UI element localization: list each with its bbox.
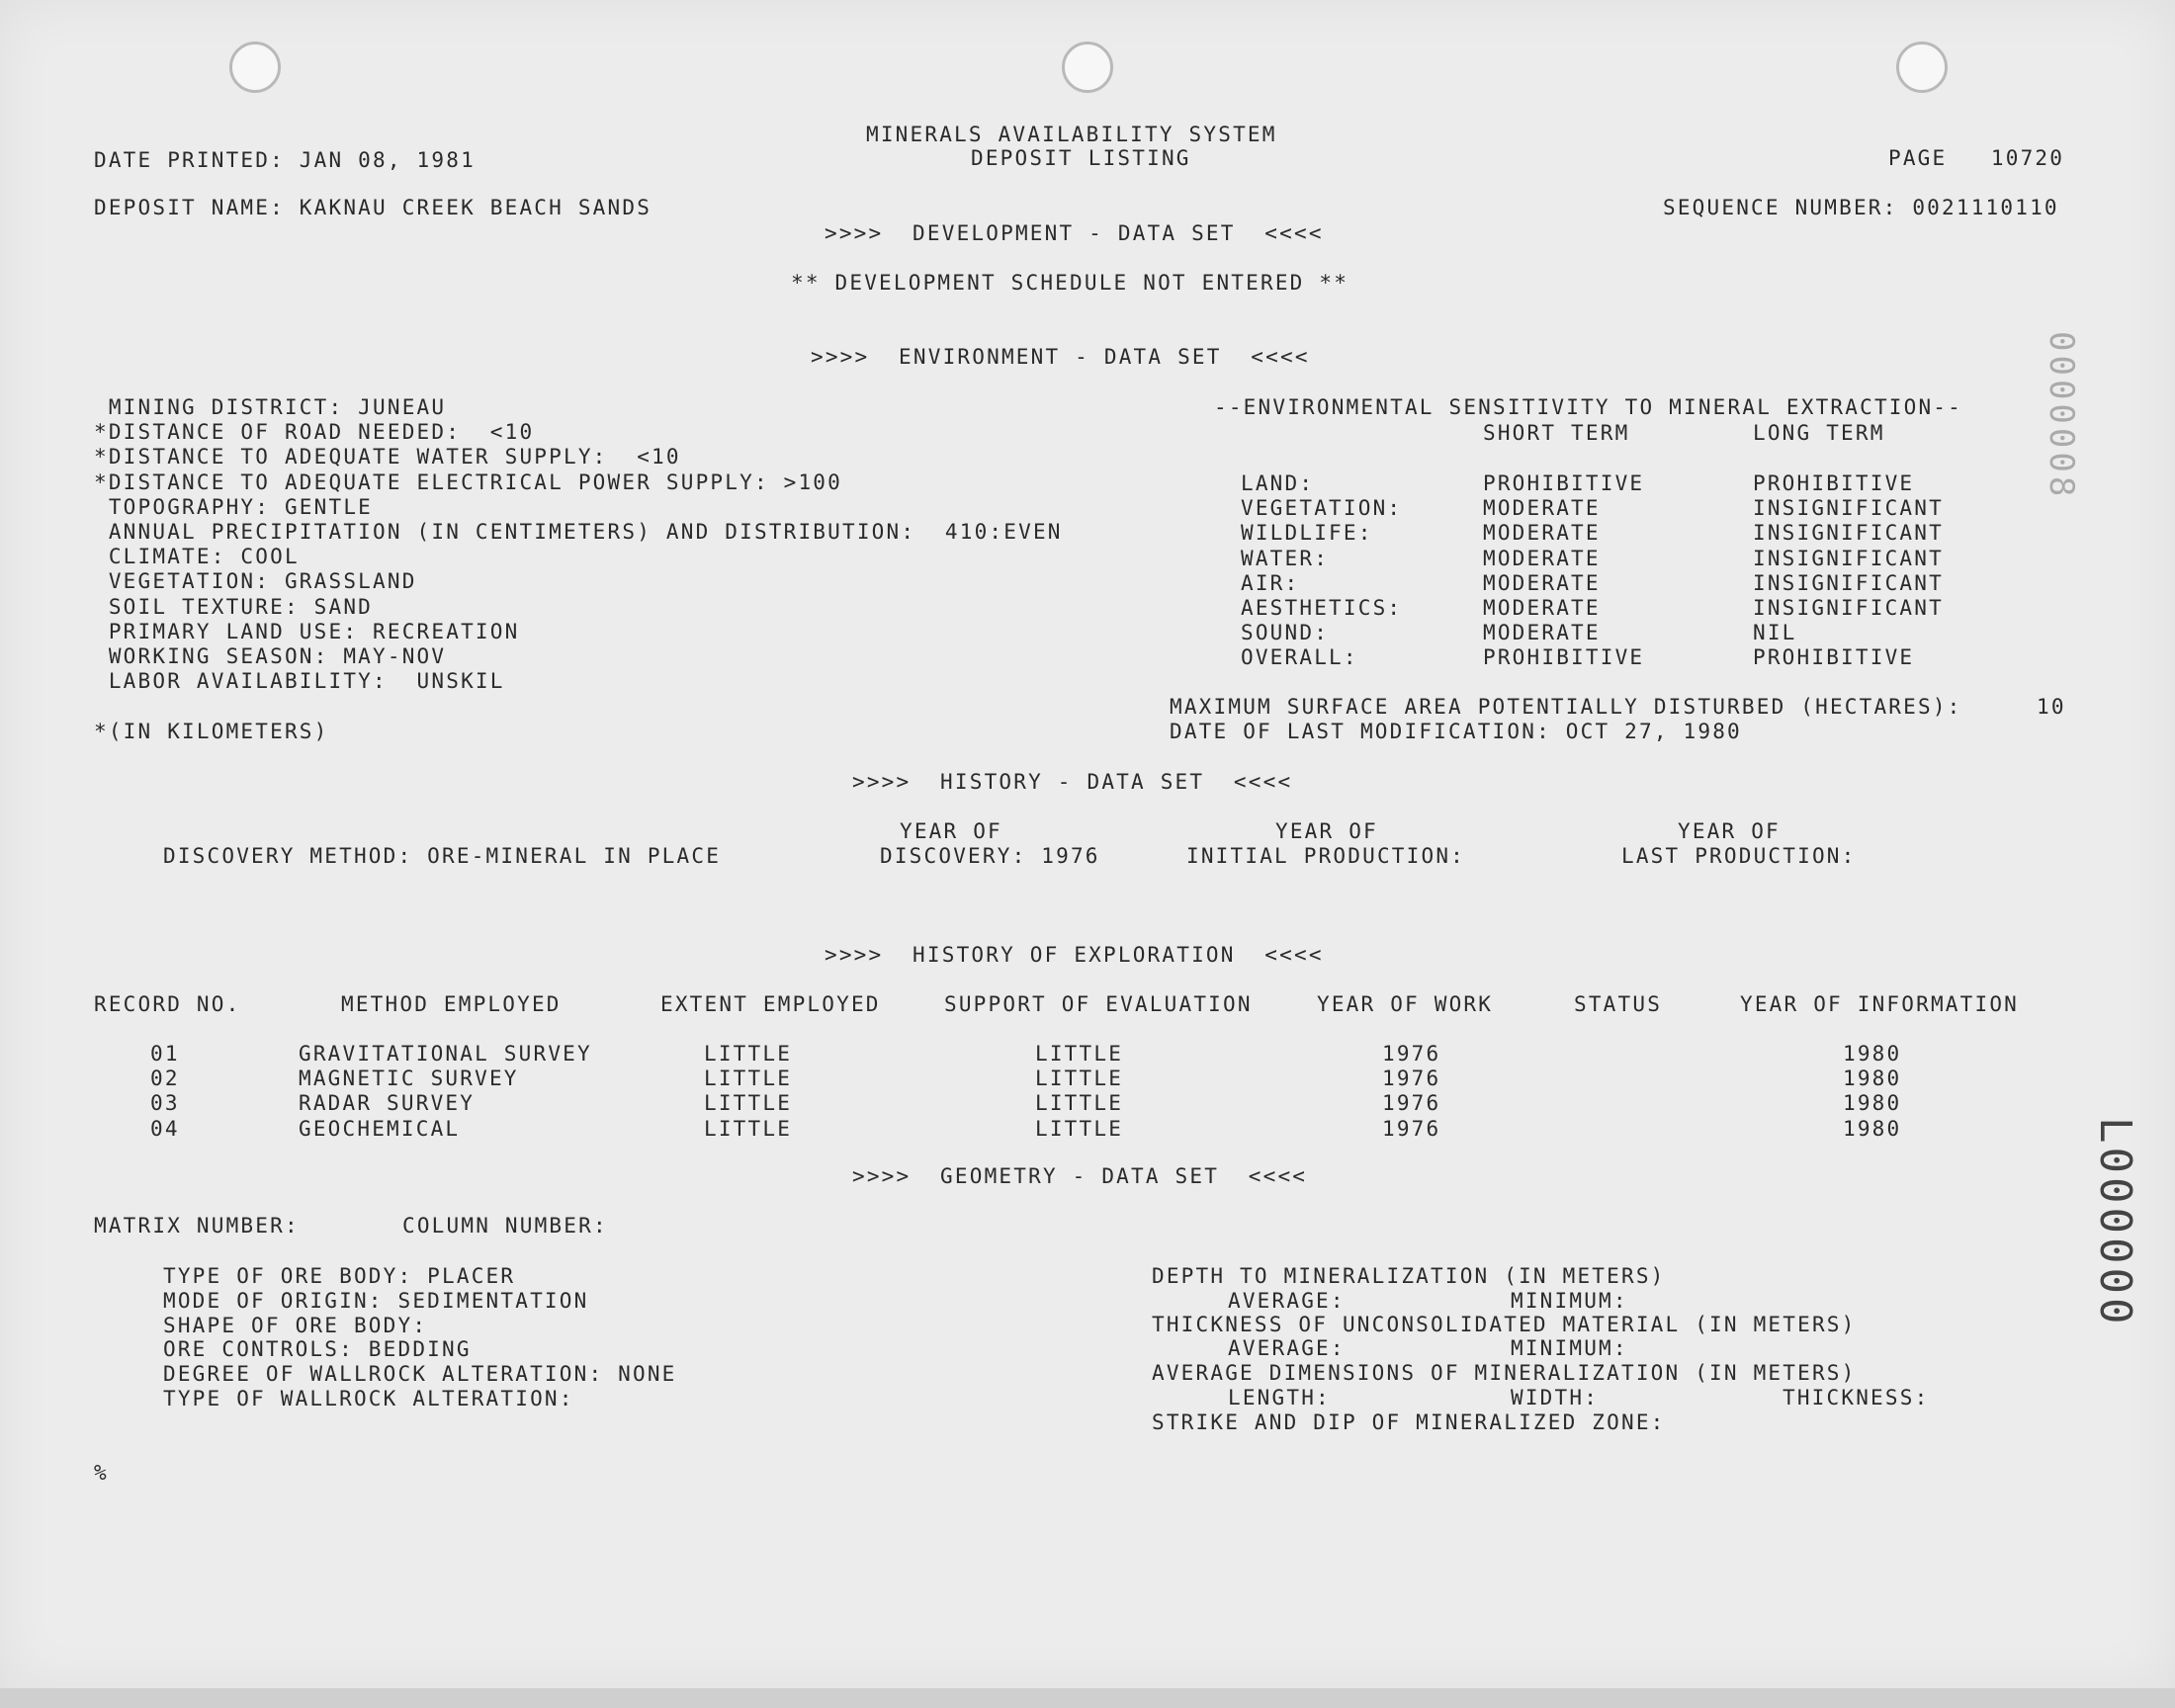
sensitivity-short-term: MODERATE — [1483, 596, 1601, 620]
short-term-label: SHORT TERM — [1483, 421, 1630, 445]
thickness-average: AVERAGE: — [1228, 1336, 1346, 1360]
initial-production: INITIAL PRODUCTION: — [1186, 844, 1466, 868]
sensitivity-factor: SOUND: — [1241, 621, 1330, 645]
exploration-cell-support: LITTLE — [1035, 1091, 1124, 1116]
binder-hole-right — [1896, 42, 1948, 93]
environment-line: PRIMARY LAND USE: RECREATION — [94, 619, 520, 643]
dimension-length: LENGTH: — [1228, 1386, 1331, 1409]
sequence-number: SEQUENCE NUMBER: 0021110110 — [1663, 196, 2059, 219]
exploration-cell-support: LITTLE — [1035, 1067, 1124, 1091]
year-of-label-last: YEAR OF — [1678, 819, 1781, 843]
sensitivity-factor: AESTHETICS: — [1241, 596, 1403, 620]
exploration-column-header: SUPPORT OF EVALUATION — [944, 992, 1253, 1016]
exploration-column-header: YEAR OF WORK — [1317, 992, 1494, 1016]
sensitivity-factor: LAND: — [1241, 471, 1315, 495]
listing-subtitle: DEPOSIT LISTING — [971, 146, 1191, 170]
sensitivity-short-term: MODERATE — [1483, 521, 1601, 546]
exploration-cell-method: RADAR SURVEY — [299, 1091, 476, 1116]
geometry-heading: >>>> GEOMETRY - DATA SET <<<< — [852, 1164, 1308, 1188]
dimensions-title: AVERAGE DIMENSIONS OF MINERALIZATION (IN METERS) — [1152, 1361, 1857, 1385]
exploration-cell-year-info: 1980 — [1843, 1091, 1902, 1116]
geometry-line: ORE CONTROLS: BEDDING — [163, 1337, 472, 1362]
depth-average: AVERAGE: — [1228, 1289, 1346, 1313]
environment-line: WORKING SEASON: MAY-NOV — [94, 644, 447, 668]
exploration-cell-support: LITTLE — [1035, 1116, 1124, 1141]
geometry-line: MODE OF ORIGIN: SEDIMENTATION — [163, 1288, 589, 1313]
exploration-column-header: EXTENT EMPLOYED — [660, 992, 881, 1016]
discovery-year: DISCOVERY: 1976 — [880, 844, 1100, 868]
last-production: LAST PRODUCTION: — [1621, 844, 1857, 868]
system-title: MINERALS AVAILABILITY SYSTEM — [866, 123, 1277, 146]
exploration-cell-extent: LITTLE — [704, 1116, 793, 1141]
desk-edge — [0, 1688, 2175, 1708]
exploration-cell-method: MAGNETIC SURVEY — [299, 1067, 519, 1091]
dimension-thickness: THICKNESS: — [1783, 1386, 1930, 1409]
environment-line: *DISTANCE OF ROAD NEEDED: <10 — [94, 420, 535, 445]
last-modification: DATE OF LAST MODIFICATION: OCT 27, 1980 — [1170, 720, 1742, 743]
sensitivity-long-term: INSIGNIFICANT — [1753, 521, 1944, 546]
exploration-cell-method: GEOCHEMICAL — [299, 1116, 461, 1141]
environment-line: SOIL TEXTURE: SAND — [94, 594, 374, 619]
exploration-cell-year-work: 1976 — [1382, 1042, 1441, 1066]
exploration-cell-year-work: 1976 — [1382, 1091, 1441, 1116]
exploration-cell-record: 03 — [150, 1091, 180, 1116]
sensitivity-short-term: MODERATE — [1483, 621, 1601, 645]
exploration-column-header: RECORD NO. — [94, 992, 241, 1016]
exploration-cell-record: 02 — [150, 1067, 180, 1091]
sensitivity-factor: WATER: — [1241, 546, 1330, 570]
sensitivity-long-term: INSIGNIFICANT — [1753, 546, 1944, 570]
development-note: ** DEVELOPMENT SCHEDULE NOT ENTERED ** — [791, 271, 1349, 295]
kilometers-note: *(IN KILOMETERS) — [94, 720, 329, 743]
exploration-cell-year-info: 1980 — [1843, 1067, 1902, 1091]
sensitivity-long-term: INSIGNIFICANT — [1753, 596, 1944, 620]
environment-line: MINING DISTRICT: JUNEAU — [94, 395, 447, 419]
exploration-cell-extent: LITTLE — [704, 1091, 793, 1116]
sensitivity-factor: WILDLIFE: — [1241, 521, 1373, 546]
environment-line: *DISTANCE TO ADEQUATE WATER SUPPLY: <10 — [94, 445, 681, 470]
sensitivity-long-term: PROHIBITIVE — [1753, 471, 1915, 495]
geometry-line: SHAPE OF ORE BODY: — [163, 1313, 428, 1337]
sensitivity-factor: VEGETATION: — [1241, 496, 1403, 521]
exploration-cell-year-info: 1980 — [1843, 1042, 1902, 1066]
sensitivity-short-term: MODERATE — [1483, 546, 1601, 570]
exploration-cell-method: GRAVITATIONAL SURVEY — [299, 1042, 592, 1066]
strike-dip: STRIKE AND DIP OF MINERALIZED ZONE: — [1152, 1410, 1666, 1434]
sensitivity-long-term: PROHIBITIVE — [1753, 645, 1915, 670]
side-stamp: L000000 — [2090, 1117, 2140, 1328]
page-number: PAGE 10720 — [1888, 146, 2065, 170]
exploration-cell-record: 01 — [150, 1042, 180, 1066]
sensitivity-short-term: PROHIBITIVE — [1483, 645, 1645, 670]
sensitivity-short-term: PROHIBITIVE — [1483, 471, 1645, 495]
environment-line: CLIMATE: COOL — [94, 545, 300, 569]
exploration-column-header: METHOD EMPLOYED — [341, 992, 562, 1016]
year-of-label-discovery: YEAR OF — [900, 819, 1002, 843]
environment-line: VEGETATION: GRASSLAND — [94, 569, 417, 594]
footer-mark: % — [94, 1461, 109, 1485]
year-of-label-initial: YEAR OF — [1275, 819, 1378, 843]
thickness-title: THICKNESS OF UNCONSOLIDATED MATERIAL (IN METERS) — [1152, 1313, 1857, 1336]
sensitivity-short-term: MODERATE — [1483, 570, 1601, 595]
environment-line: LABOR AVAILABILITY: UNSKIL — [94, 669, 505, 694]
discovery-method: DISCOVERY METHOD: ORE-MINERAL IN PLACE — [163, 844, 722, 868]
geometry-line: DEGREE OF WALLROCK ALTERATION: NONE — [163, 1362, 677, 1387]
sensitivity-long-term: INSIGNIFICANT — [1753, 496, 1944, 521]
environment-line: ANNUAL PRECIPITATION (IN CENTIMETERS) AND DISTRIBUTION: 410:EVEN — [94, 520, 1063, 544]
exploration-heading: >>>> HISTORY OF EXPLORATION <<<< — [825, 943, 1324, 967]
dimension-width: WIDTH: — [1511, 1386, 1600, 1409]
max-surface-area-label: MAXIMUM SURFACE AREA POTENTIALLY DISTURBED (HECTARES): — [1170, 695, 1962, 719]
column-number: COLUMN NUMBER: — [402, 1214, 608, 1238]
sensitivity-factor: AIR: — [1241, 570, 1300, 595]
exploration-cell-extent: LITTLE — [704, 1042, 793, 1066]
date-printed: DATE PRINTED: JAN 08, 1981 — [94, 148, 476, 172]
geometry-line: TYPE OF ORE BODY: PLACER — [163, 1264, 516, 1288]
exploration-cell-year-info: 1980 — [1843, 1116, 1902, 1141]
sensitivity-short-term: MODERATE — [1483, 496, 1601, 521]
environment-line: TOPOGRAPHY: GENTLE — [94, 494, 374, 519]
exploration-column-header: YEAR OF INFORMATION — [1740, 992, 2020, 1016]
development-heading: >>>> DEVELOPMENT - DATA SET <<<< — [825, 221, 1324, 245]
depth-title: DEPTH TO MINERALIZATION (IN METERS) — [1152, 1264, 1666, 1288]
exploration-cell-year-work: 1976 — [1382, 1116, 1441, 1141]
matrix-number: MATRIX NUMBER: — [94, 1214, 300, 1238]
exploration-column-header: STATUS — [1574, 992, 1663, 1016]
exploration-cell-year-work: 1976 — [1382, 1067, 1441, 1091]
binder-hole-left — [229, 42, 281, 93]
max-surface-area-value: 10 — [2037, 695, 2066, 719]
geometry-line: TYPE OF WALLROCK ALTERATION: — [163, 1387, 574, 1410]
sensitivity-factor: OVERALL: — [1241, 645, 1358, 670]
exploration-cell-record: 04 — [150, 1116, 180, 1141]
sensitivity-long-term: NIL — [1753, 621, 1797, 645]
exploration-cell-extent: LITTLE — [704, 1067, 793, 1091]
long-term-label: LONG TERM — [1753, 421, 1885, 445]
binder-hole-center — [1062, 42, 1113, 93]
thickness-minimum: MINIMUM: — [1511, 1336, 1628, 1360]
sensitivity-long-term: INSIGNIFICANT — [1753, 570, 1944, 595]
history-heading: >>>> HISTORY - DATA SET <<<< — [852, 770, 1293, 794]
faint-side-stamp: 0000008 — [2042, 331, 2081, 501]
deposit-name: DEPOSIT NAME: KAKNAU CREEK BEACH SANDS — [94, 196, 652, 219]
depth-minimum: MINIMUM: — [1511, 1289, 1628, 1313]
environment-line: *DISTANCE TO ADEQUATE ELECTRICAL POWER SUPPLY: >100 — [94, 470, 842, 494]
environment-heading: >>>> ENVIRONMENT - DATA SET <<<< — [811, 345, 1310, 369]
exploration-cell-support: LITTLE — [1035, 1042, 1124, 1066]
sensitivity-title: --ENVIRONMENTAL SENSITIVITY TO MINERAL EXTRACTION-- — [1214, 395, 1962, 419]
